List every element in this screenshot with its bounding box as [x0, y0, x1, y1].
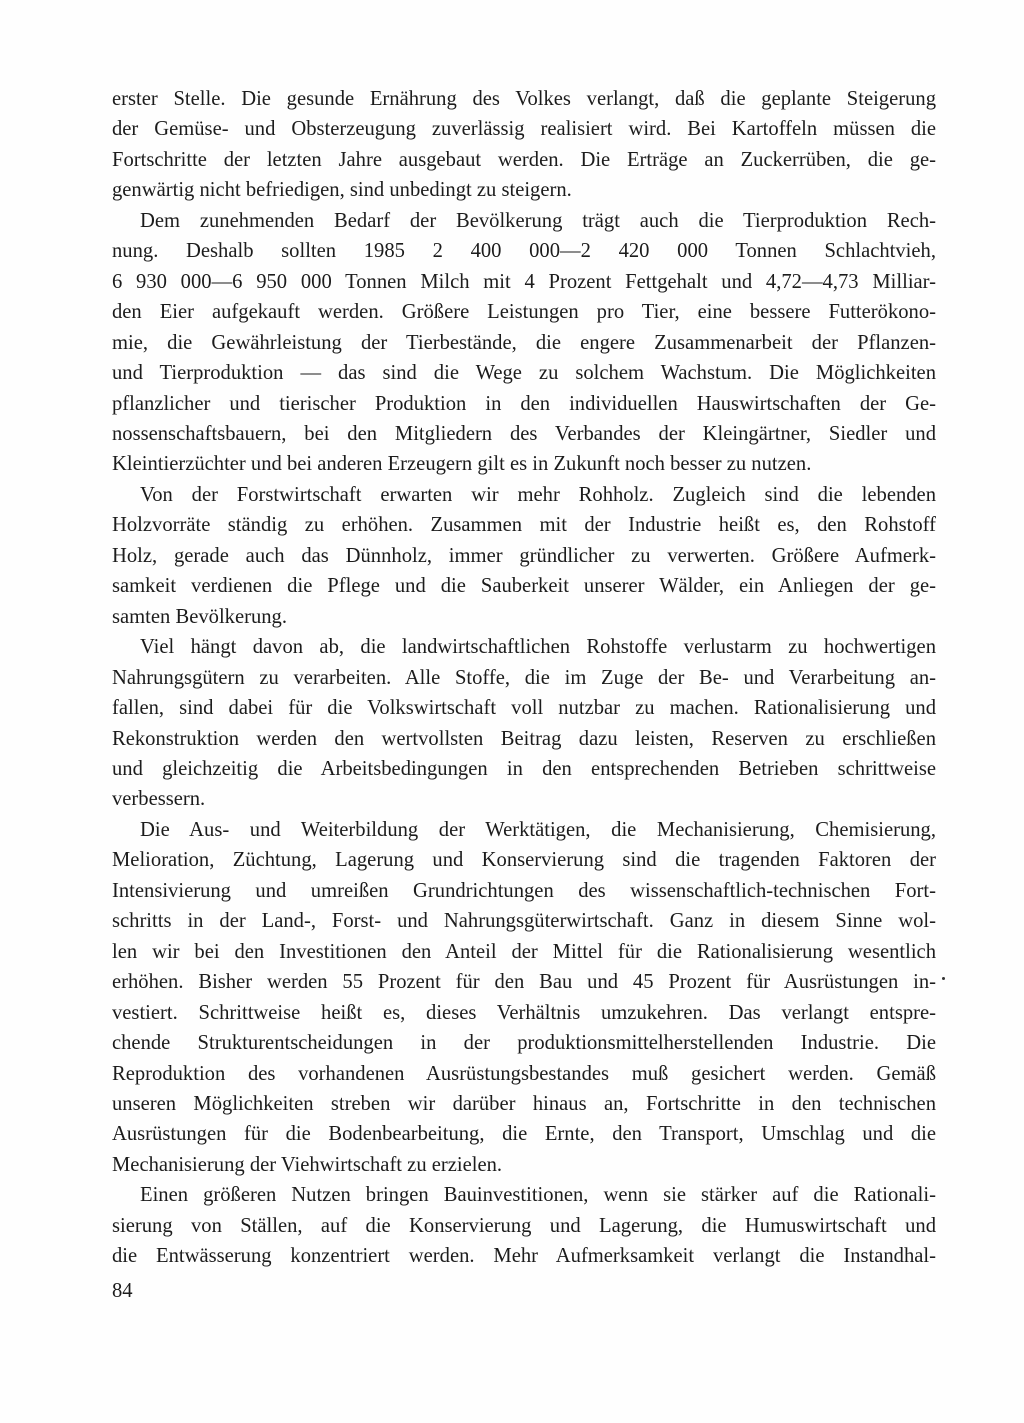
text-line: Dem zunehmenden Bedarf der Bevölkerung trägt auch die Tierproduktion Rech- — [140, 209, 936, 232]
text-line: Reproduktion des vorhandenen Ausrüstungsbestandes muß gesichert werden. Gemäß — [112, 1062, 936, 1085]
text-line: Rekonstruktion werden den wertvollsten Beitrag dazu leisten, Reserven zu erschließen — [112, 727, 936, 750]
text-line: samten Bevölkerung. — [112, 605, 288, 628]
text-line: Fortschritte der letzten Jahre ausgebaut werden. Die Erträge an Zuckerrüben, die ge- — [112, 148, 936, 171]
margin-mark — [942, 977, 945, 980]
text-line: Mechanisierung der Viehwirtschaft zu erzielen. — [112, 1153, 503, 1176]
text-line: Viel hängt davon ab, die landwirtschaftlichen Rohstoffe verlustarm zu hochwertigen — [140, 636, 936, 659]
text-line: erster Stelle. Die gesunde Ernährung des Volkes verlangt, daß die geplante Steigerung — [112, 88, 936, 110]
text-line: verbessern. — [112, 788, 206, 811]
text-line: sierung von Ställen, auf die Konservierung und Lagerung, die Humuswirtschaft und — [112, 1214, 936, 1237]
text-line: unseren Möglichkeiten streben wir darüber hinaus an, Fortschritte in den technischen — [112, 1092, 936, 1115]
text-line: 6 930 000—6 950 000 Tonnen Milch mit 4 Prozent Fettgehalt und 4,72—4,73 Milliar- — [112, 270, 936, 293]
text-line: vestiert. Schrittweise heißt es, dieses Verhältnis umzukehren. Das verlangt entspre- — [112, 1001, 936, 1024]
text-line: len wir bei den Investitionen den Anteil der Mittel für die Rationalisierung wesentlich — [112, 940, 936, 963]
text-line: schritts in der Land-, Forst- und Nahrungsgüterwirtschaft. Ganz in diesem Sinne wol- — [112, 910, 936, 933]
body-text — [112, 84, 936, 1272]
text-line: Intensivierung und umreißen Grundrichtungen des wissenschaftlich-technischen Fort- — [112, 879, 936, 902]
text-line: erhöhen. Bisher werden 55 Prozent für den Bau und 45 Prozent für Ausrüstungen in- — [112, 971, 936, 994]
text-line: fallen, sind dabei für die Volkswirtschaft voll nutzbar zu machen. Rationalisierung und — [112, 697, 936, 720]
text-line: Holzvorräte ständig zu erhöhen. Zusammen mit der Industrie heißt es, den Rohstoff — [112, 514, 936, 537]
text-line: mie, die Gewährleistung der Tierbestände, die engere Zusammenarbeit der Pflanzen- — [112, 331, 936, 354]
page-number: 84 — [112, 1280, 133, 1302]
text-line: genwärtig nicht befriedigen, sind unbedingt zu steigern. — [112, 179, 572, 202]
text-line: samkeit verdienen die Pflege und die Sauberkeit unserer Wälder, ein Anliegen der ge- — [112, 575, 936, 598]
text-line: nossenschaftsbauern, bei den Mitgliedern des Verbandes der Kleingärtner, Siedler und — [112, 422, 936, 445]
text-line: Melioration, Züchtung, Lagerung und Konservierung sind die tragenden Faktoren der — [112, 849, 936, 872]
text-line: Holz, gerade auch das Dünnholz, immer gründlicher zu verwerten. Größere Aufmerk- — [112, 544, 936, 567]
text-line: chende Strukturentscheidungen in der produktionsmittelherstellenden Industrie. Die — [112, 1032, 936, 1055]
text-line: Einen größeren Nutzen bringen Bauinvestitionen, wenn sie stärker auf die Rationali- — [140, 1184, 936, 1207]
text-line: Die Aus- und Weiterbildung der Werktätigen, die Mechanisierung, Chemisierung, — [140, 818, 936, 841]
text-line: und gleichzeitig die Arbeitsbedingungen in den entsprechenden Betrieben schrittweise — [112, 757, 936, 780]
text-line: Ausrüstungen für die Bodenbearbeitung, die Ernte, den Transport, Umschlag und die — [112, 1123, 936, 1146]
text-line: nung. Deshalb sollten 1985 2 400 000—2 420 000 Tonnen Schlachtvieh, — [112, 240, 936, 263]
text-line: und Tierproduktion — das sind die Wege zu solchem Wachstum. Die Möglichkeiten — [112, 362, 936, 385]
text-line: Von der Forstwirtschaft erwarten wir mehr Rohholz. Zugleich sind die lebenden — [140, 483, 936, 506]
text-line: pflanzlicher und tierischer Produktion in den individuellen Hauswirtschaften der Ge- — [112, 392, 936, 415]
text-line: der Gemüse- und Obsterzeugung zuverlässig realisiert wird. Bei Kartoffeln müssen die — [112, 118, 936, 141]
text-line: Nahrungsgütern zu verarbeiten. Alle Stoffe, die im Zuge der Be- und Verarbeitung an- — [112, 666, 936, 689]
text-line: die Entwässerung konzentriert werden. Mehr Aufmerksamkeit verlangt die Instandhal- — [112, 1245, 936, 1268]
text-line: den Eier aufgekauft werden. Größere Leistungen pro Tier, eine bessere Futterökono- — [112, 301, 936, 324]
text-line: Kleintierzüchter und bei anderen Erzeugern gilt es in Zukunft noch besser zu nutzen. — [112, 453, 812, 476]
